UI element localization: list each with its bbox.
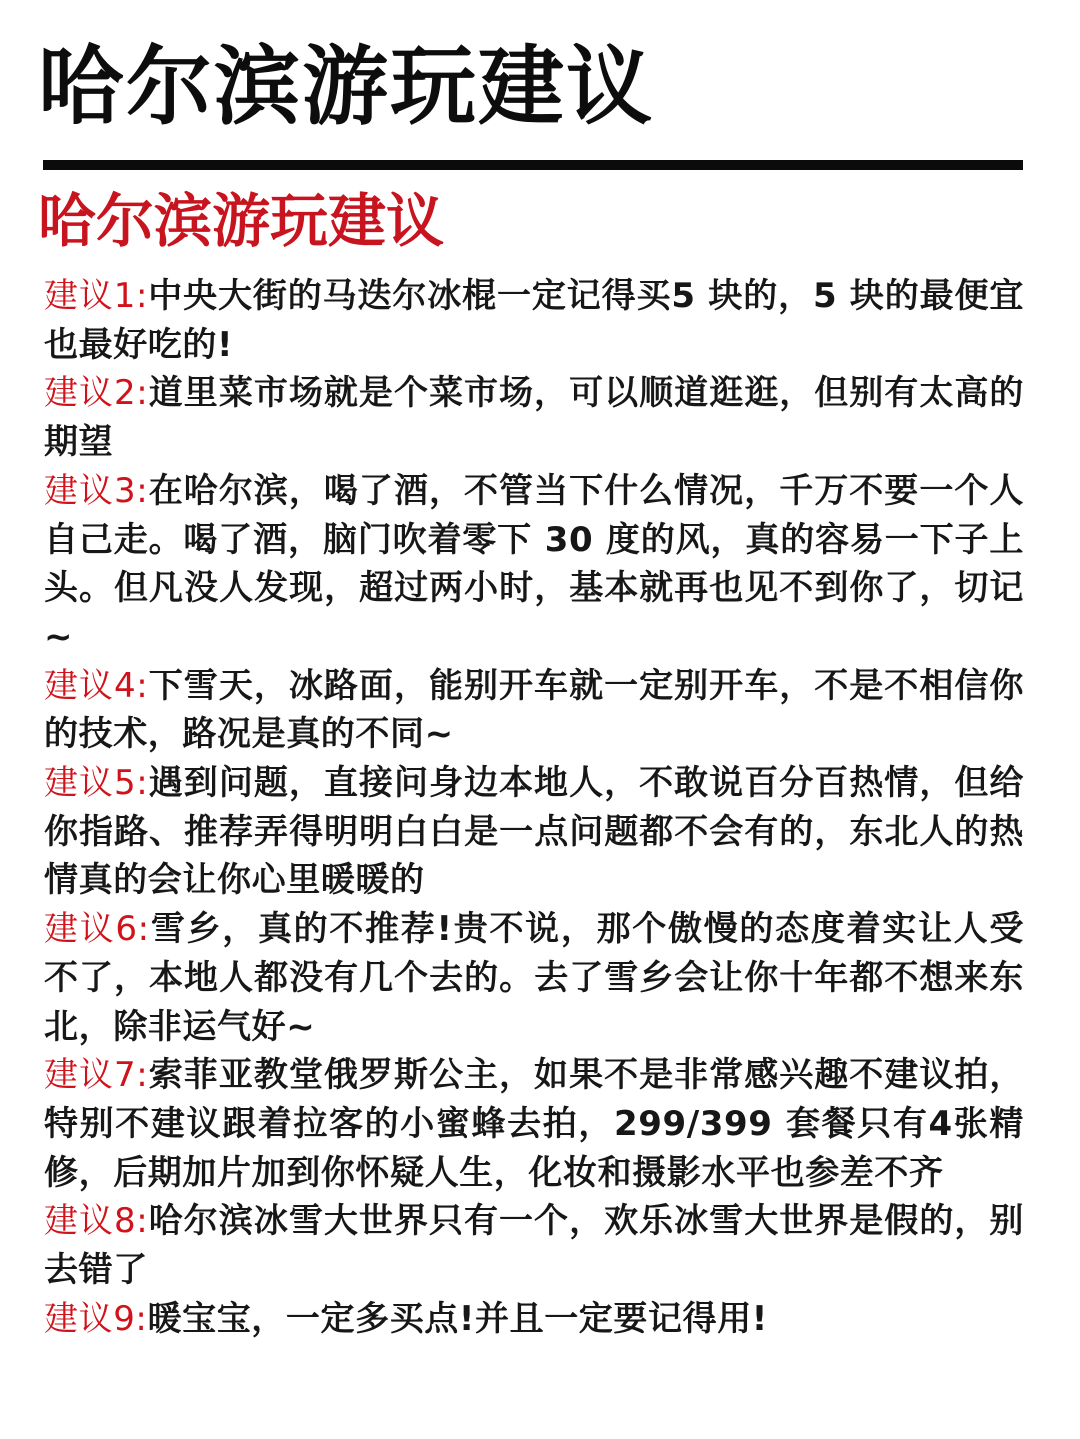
title-divider xyxy=(43,160,1023,170)
section-heading: 哈尔滨游玩建议 xyxy=(38,187,445,255)
tip-label: 建议7: xyxy=(44,1055,149,1096)
tip-item-4 xyxy=(44,662,1024,759)
tip-text: 哈尔滨冰雪大世界只有一个，欢乐冰雪大世界是假的，别去错了 xyxy=(44,1201,1024,1291)
tip-item-7 xyxy=(44,1051,1024,1197)
tip-text: 遇到问题，直接问身边本地人，不敢说百分百热情，但给你指路、推荐弄得明明白白是一点问题都不会有的，东北人的热情真的会让你心里暖暖的 xyxy=(44,763,1024,901)
tip-label: 建议8: xyxy=(44,1201,149,1242)
tip-item-2 xyxy=(44,369,1024,466)
tip-label: 建议2: xyxy=(44,373,149,414)
tip-item-3 xyxy=(44,467,1024,662)
tip-text: 中央大街的马迭尔冰棍一定记得买5 块的，5 块的最便宜也最好吃的! xyxy=(44,276,1024,365)
tip-label: 建议4: xyxy=(44,665,149,706)
tip-text: 雪乡，真的不推荐!贵不说，那个傲慢的态度着实让人受不了，本地人都没有几个去的。去了雪乡会让你十年都不想来东北，除非运气好~ xyxy=(44,909,1024,1047)
tip-text: 道里菜市场就是个菜市场，可以顺道逛逛，但别有太高的期望 xyxy=(44,373,1024,463)
tip-item-9 xyxy=(44,1295,1024,1344)
tip-label: 建议1: xyxy=(44,276,149,316)
tip-label: 建议6: xyxy=(44,909,150,950)
tip-text: 下雪天，冰路面，能别开车就一定别开车，不是不相信你的技术，路况是真的不同~ xyxy=(44,665,1024,755)
tip-item-6 xyxy=(44,905,1024,1051)
tip-item-8 xyxy=(44,1197,1024,1294)
tip-text: 暖宝宝，一定多买点!并且一定要记得用! xyxy=(147,1298,768,1339)
tip-label: 建议9: xyxy=(44,1298,148,1339)
tip-label: 建议5: xyxy=(44,763,149,804)
tip-text: 索菲亚教堂俄罗斯公主，如果不是非常感兴趣不建议拍，特别不建议跟着拉客的小蜜蜂去拍，299/399 套餐只有4张精修，后期加片加到你怀疑人生，化妆和摄影水平也参差不齐 xyxy=(44,1055,1024,1193)
tips-list xyxy=(44,272,1024,1343)
tip-item-5 xyxy=(44,759,1024,905)
tip-text: 在哈尔滨，喝了酒，不管当下什么情况，千万不要一个人自己走。喝了酒，脑门吹着零下 30 度的风，真的容易一下子上头。但凡没人发现，超过两小时，基本就再也见不到你了，切记~ xyxy=(44,470,1024,657)
tip-item-1 xyxy=(44,272,1024,369)
page-title: 哈尔滨游玩建议 xyxy=(38,37,654,137)
tip-label: 建议3: xyxy=(44,470,149,511)
